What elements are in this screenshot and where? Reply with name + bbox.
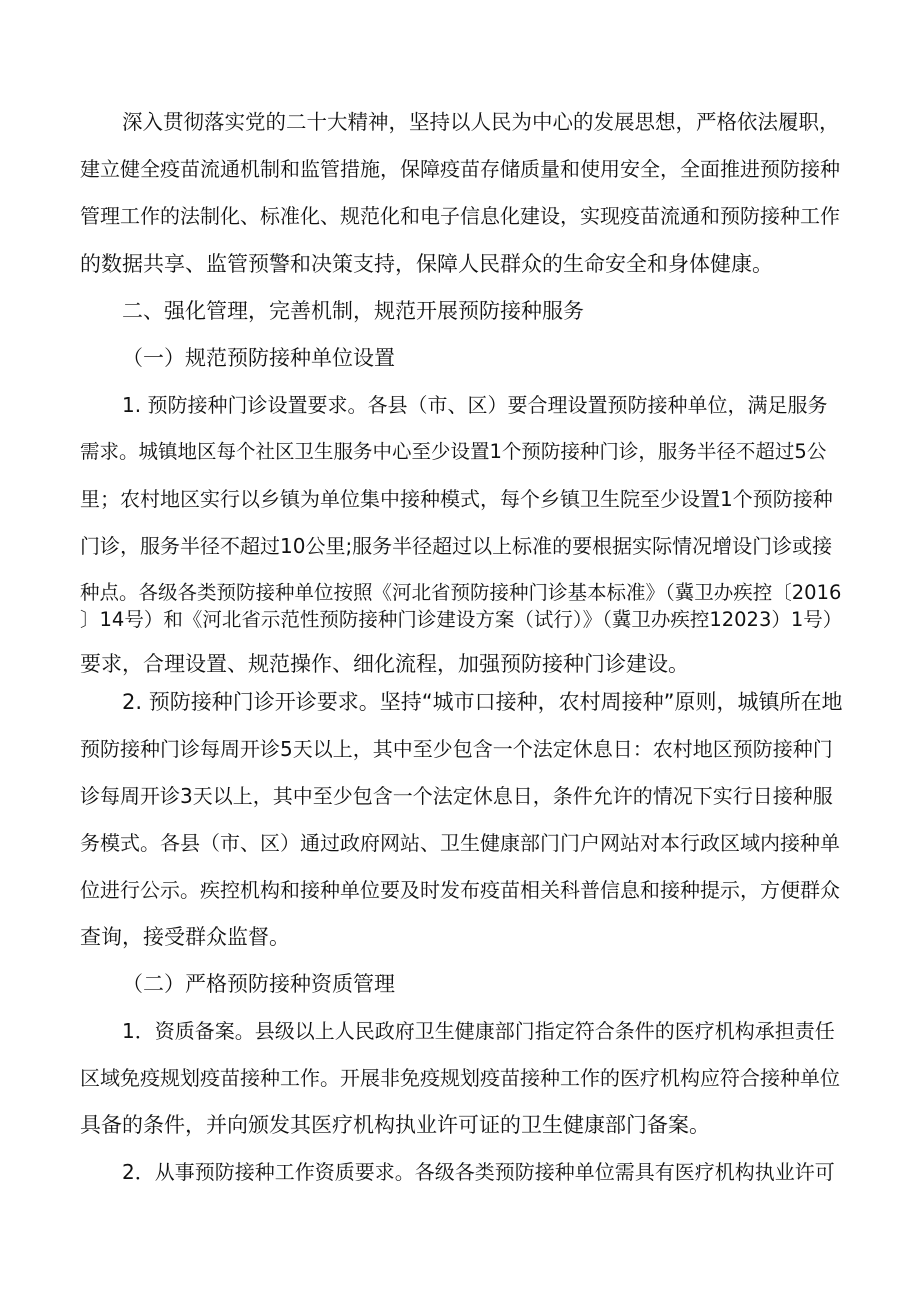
body-text-line: 具备的条件，并向颁发其医疗机构执业许可证的卫生健康部门备案。 (80, 1113, 710, 1137)
body-text-line: 门诊，服务半径不超过10公里;服务半径超过以上标准的要根据实际情况增设门诊或接 (80, 534, 833, 558)
body-text-line: 位进行公示。疾控机构和接种单位要及时发布疫苗相关科普信息和接种提示，方便群众 (80, 878, 840, 902)
body-text-line: 深入贯彻落实党的二十大精神，坚持以人民为中心的发展思想，严格依法履职， (122, 110, 840, 134)
body-text-line: 查询，接受群众监督。 (80, 925, 290, 949)
body-text-line: 建立健全疫苗流通机制和监管措施，保障疫苗存储质量和使用安全，全面推进预防接种 (80, 157, 840, 181)
body-text-line: 2．从事预防接种工作资质要求。各级各类预防接种单位需具有医疗机构执业许可 (122, 1160, 835, 1184)
body-text-line: 种点。各级各类预防接种单位按照《河北省预防接种门诊基本标准》（冀卫办疾控〔2016 (80, 581, 842, 604)
body-text-line: 需求。城镇地区每个社区卫生服务中心至少设置1个预防接种门诊，服务半径不超过5公 (80, 440, 827, 463)
body-text-line: 管理工作的法制化、标准化、规范化和电子信息化建设，实现疫苗流通和预防接种工作 (80, 204, 840, 228)
section-heading: 二、强化管理，完善机制，规范开展预防接种服务 (122, 299, 584, 323)
body-text-line: 里；农村地区实行以乡镇为单位集中接种模式，每个乡镇卫生院至少设置1个预防接种 (80, 487, 833, 511)
body-text-line: 区域免疫规划疫苗接种工作。开展非免疫规划疫苗接种工作的医疗机构应符合接种单位 (80, 1066, 840, 1090)
body-text-line: 2. 预防接种门诊开诊要求。坚持“城市口接种，农村周接种”原则，城镇所在地 (122, 690, 843, 714)
body-text-line: 务模式。各县（市、区）通过政府网站、卫生健康部门门户网站对本行政区域内接种单 (80, 831, 840, 855)
body-text-line: 的数据共享、监管预警和决策支持，保障人民群众的生命安全和身体健康。 (80, 252, 773, 276)
body-text-line: 1. 预防接种门诊设置要求。各县（市、区）要合理设置预防接种单位，满足服务 (122, 393, 828, 417)
subsection-heading: （二）严格预防接种资质管理 (122, 972, 395, 996)
body-text-line: 〕14号）和《河北省示范性预防接种门诊建设方案（试行）》（冀卫办疾控12023）1号） (80, 608, 843, 631)
subsection-heading: （一）规范预防接种单位设置 (122, 346, 395, 370)
body-text-line: 预防接种门诊每周开诊5天以上，其中至少包含一个法定休息日：农村地区预防接种门 (80, 737, 833, 761)
body-text-line: 1．资质备案。县级以上人民政府卫生健康部门指定符合条件的医疗机构承担责任 (122, 1019, 835, 1043)
body-text-line: 诊每周开诊3天以上，其中至少包含一个法定休息日，条件允许的情况下实行日接种服 (80, 784, 833, 808)
body-text-line: 要求，合理设置、规范操作、细化流程，加强预防接种门诊建设。 (80, 652, 689, 676)
